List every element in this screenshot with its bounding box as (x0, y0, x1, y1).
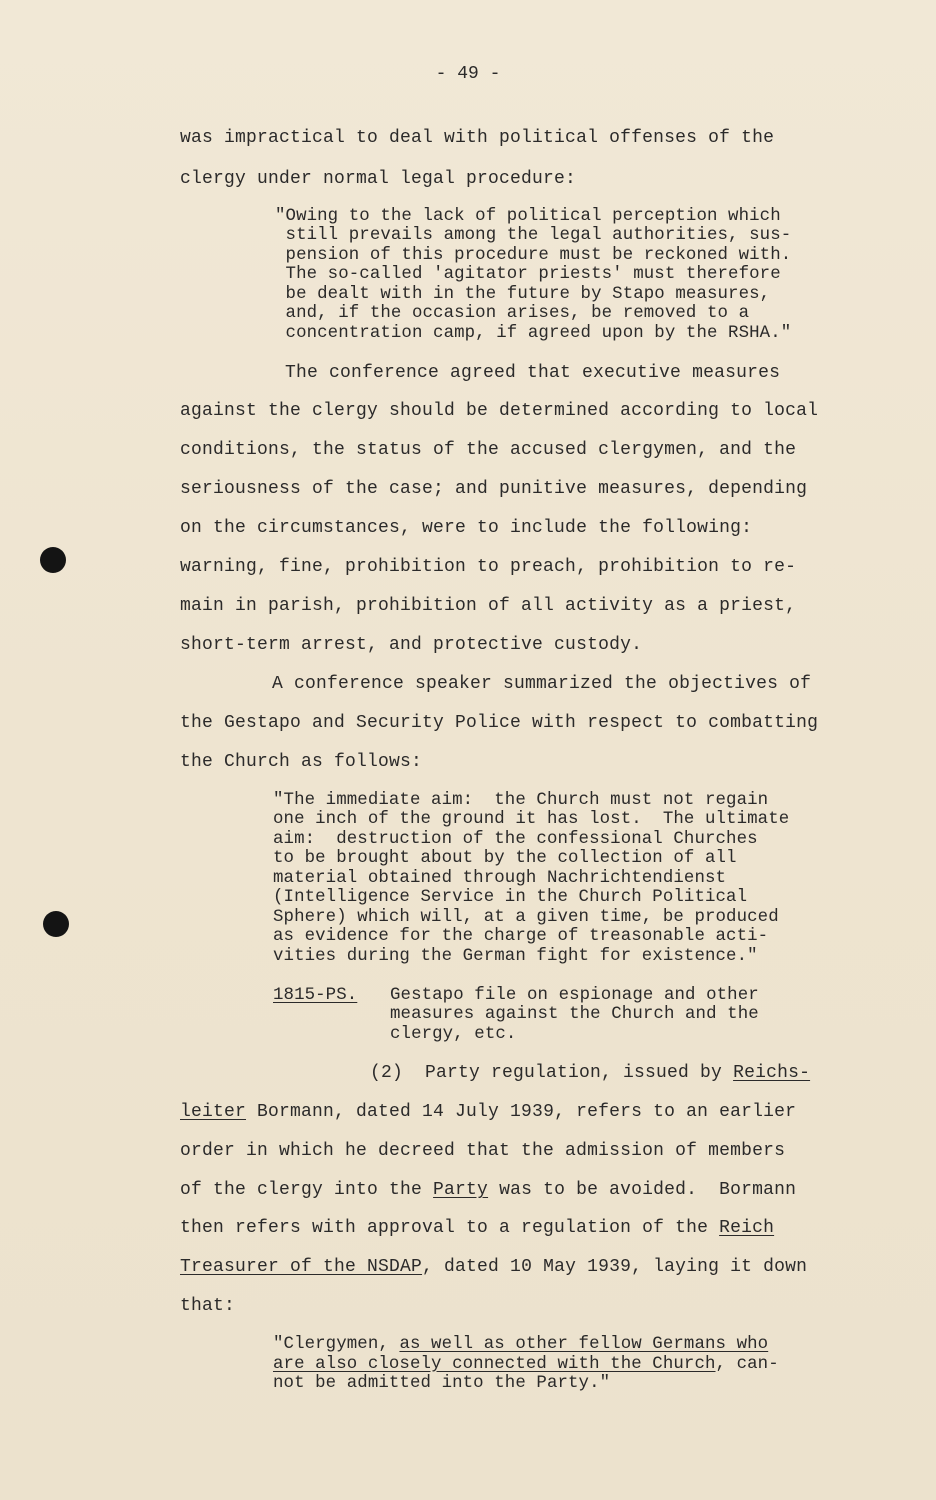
para4-line: that: (180, 1296, 236, 1316)
quote3-text: "Clergymen, (273, 1335, 400, 1354)
quote2-line: vities during the German fight for existence." (273, 947, 758, 966)
quote2-line: aim: destruction of the confessional Churches (273, 830, 758, 849)
para4-text: of the clergy into the (180, 1180, 434, 1200)
para4-text: Bormann, dated 14 July 1939, refers to an earlier (246, 1102, 797, 1122)
quote1-line: be dealt with in the future by Stapo measures, (275, 285, 771, 304)
para4-text: then refers with approval to a regulation of the (180, 1218, 720, 1238)
quote1-line: The so-called 'agitator priests' must therefore (275, 265, 781, 284)
para1-line: was impractical to deal with political offenses of the (180, 128, 775, 148)
para4-text: (2) Party regulation, issued by (370, 1063, 734, 1083)
quote3-line (273, 1355, 779, 1375)
para2-line: short-term arrest, and protective custody. (180, 635, 643, 655)
quote3-line (273, 1335, 768, 1355)
citation-line: measures against the Church and the (390, 1005, 759, 1024)
quote1-line: still prevails among the legal authorities, sus- (275, 226, 792, 245)
para4-line (180, 1257, 807, 1277)
quote1-line: concentration camp, if agreed upon by the RSHA." (275, 324, 792, 343)
para4-line: order in which he decreed that the admission of members (180, 1141, 786, 1161)
para1-line: clergy under normal legal procedure: (180, 169, 577, 189)
quote3-text: , can- (715, 1355, 779, 1374)
para3-line: the Gestapo and Security Police with respect to combatting (180, 713, 819, 733)
quote2-line: "The immediate aim: the Church must not regain (273, 791, 769, 810)
para4-underlined: Treasurer of the NSDAP (180, 1257, 423, 1277)
para2-line: main in parish, prohibition of all activity as a priest, (180, 596, 797, 616)
para4-text: was to be avoided. Bormann (488, 1180, 797, 1200)
citation-ref: 1815-PS. (273, 986, 358, 1005)
quote1-line: "Owing to the lack of political perception which (275, 207, 781, 226)
quote2-line: material obtained through Nachrichtendienst (273, 869, 727, 888)
para2-line: on the circumstances, were to include the following: (180, 518, 753, 538)
para2-line: against the clergy should be determined according to local (180, 401, 819, 421)
punch-hole-lower (43, 911, 69, 937)
quote2-line: to be brought about by the collection of all (273, 849, 737, 868)
quote3-underlined: as well as other fellow Germans who (399, 1335, 769, 1354)
para4-underlined: Party (433, 1180, 489, 1200)
punch-hole-upper (40, 547, 66, 573)
quote3-line: not be admitted into the Party." (273, 1374, 611, 1393)
para4-line (180, 1218, 774, 1238)
para4-line (180, 1102, 796, 1122)
quote2-line: Sphere) which will, at a given time, be produced (273, 908, 779, 927)
para4-underlined: leiter (180, 1102, 247, 1122)
para2-line: conditions, the status of the accused clergymen, and the (180, 440, 797, 460)
para2-line: warning, fine, prohibition to preach, prohibition to re- (180, 557, 797, 577)
para3-line: A conference speaker summarized the objectives of (272, 674, 812, 694)
quote1-line: pension of this procedure must be reckoned with. (275, 246, 792, 265)
quote2-line: (Intelligence Service in the Church Political (273, 888, 748, 907)
para2-line: The conference agreed that executive measures (285, 363, 781, 383)
quote2-line: as evidence for the charge of treasonable acti- (273, 927, 769, 946)
para3-line: the Church as follows: (180, 752, 423, 772)
quote2-line: one inch of the ground it has lost. The ultimate (273, 810, 790, 829)
quote1-line: and, if the occasion arises, be removed to a (275, 304, 750, 323)
para4-underlined: Reichs- (733, 1063, 811, 1083)
citation-line: clergy, etc. (390, 1025, 517, 1044)
quote3-underlined: are also closely connected with the Church (273, 1355, 716, 1374)
para4-line (370, 1063, 810, 1083)
page-number: - 49 - (435, 64, 501, 84)
para4-line (180, 1180, 796, 1200)
citation-line: Gestapo file on espionage and other (390, 986, 759, 1005)
para4-underlined: Reich (719, 1218, 775, 1238)
para4-text: , dated 10 May 1939, laying it down (422, 1257, 808, 1277)
para2-line: seriousness of the case; and punitive measures, depending (180, 479, 808, 499)
